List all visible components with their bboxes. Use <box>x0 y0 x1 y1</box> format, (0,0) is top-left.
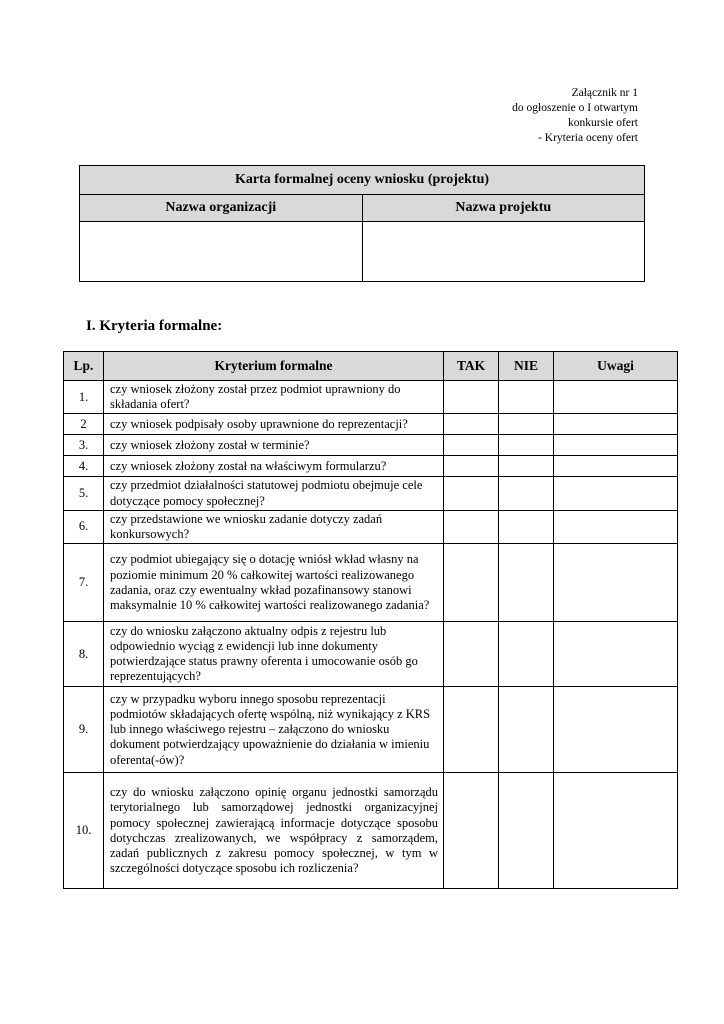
attachment-note <box>378 86 638 146</box>
evaluation-card-table <box>79 165 645 282</box>
nie-header: NIE <box>499 352 554 381</box>
tak-cell[interactable] <box>444 435 499 456</box>
table-row <box>64 544 678 622</box>
section-title: I. Kryteria formalne: <box>86 318 223 334</box>
criterion-text: czy wniosek złożony został przez podmiot uprawniony do składania ofert? <box>104 381 444 414</box>
criterion-text: czy do wniosku załączono opinię organu jednostki samorządu terytorialnego lub samorządowej jednostki organizacyjnej pomocy społecznej zawierającą informacje dotyczące sposobu dotychczas zrealizowanych, we współpracy z samorządem, zadań publicznych z zakresu pomocy społecznej, w tym w szczególności dotyczące sposobu ich rozliczenia? <box>104 773 444 889</box>
criterion-text: czy przedstawione we wniosku zadanie dotyczy zadań konkursowych? <box>104 510 444 543</box>
row-number: 2 <box>64 414 104 435</box>
uwagi-cell[interactable] <box>554 622 678 687</box>
tak-cell[interactable] <box>444 544 499 622</box>
uwagi-cell[interactable] <box>554 414 678 435</box>
uwagi-cell[interactable] <box>554 456 678 477</box>
criterion-text: czy wniosek złożony został na właściwym formularzu? <box>104 456 444 477</box>
tak-cell[interactable] <box>444 381 499 414</box>
uwagi-cell[interactable] <box>554 687 678 773</box>
project-name-cell[interactable] <box>362 222 645 282</box>
nie-cell[interactable] <box>499 544 554 622</box>
tak-header: TAK <box>444 352 499 381</box>
attachment-line-2: do ogłoszenie o I otwartym <box>512 102 638 114</box>
tak-cell[interactable] <box>444 477 499 510</box>
row-number: 10. <box>64 773 104 889</box>
uwagi-cell[interactable] <box>554 435 678 456</box>
table-row <box>64 687 678 773</box>
nie-cell[interactable] <box>499 381 554 414</box>
table-row <box>64 773 678 889</box>
table-row <box>64 435 678 456</box>
criterion-text: czy wniosek podpisały osoby uprawnione do reprezentacji? <box>104 414 444 435</box>
table-row <box>64 414 678 435</box>
organization-name-cell[interactable] <box>80 222 363 282</box>
row-number: 7. <box>64 544 104 622</box>
criterion-text: czy w przypadku wyboru innego sposobu reprezentacji podmiotów składających ofertę wspólną, niż wynikający z KRS lub innego właściwego rejestru – załączono do wniosku dokument potwierdzający upoważnienie do działania w imieniu oferenta(-ów)? <box>104 687 444 773</box>
uwagi-header: Uwagi <box>554 352 678 381</box>
organization-name-header: Nazwa organizacji <box>80 195 363 222</box>
nie-cell[interactable] <box>499 456 554 477</box>
criteria-table <box>63 351 678 889</box>
attachment-line-4: - Kryteria oceny ofert <box>538 132 638 144</box>
table-row <box>64 477 678 510</box>
criterion-header: Kryterium formalne <box>104 352 444 381</box>
card-title: Karta formalnej oceny wniosku (projektu) <box>80 166 645 195</box>
uwagi-cell[interactable] <box>554 477 678 510</box>
tak-cell[interactable] <box>444 510 499 543</box>
project-name-header: Nazwa projektu <box>362 195 645 222</box>
row-number: 4. <box>64 456 104 477</box>
criterion-text: czy do wniosku załączono aktualny odpis z rejestru lub odpowiednio wyciąg z ewidencji lub inne dokumenty potwierdzające status prawny oferenta i umocowanie osób go reprezentujących? <box>104 622 444 687</box>
nie-cell[interactable] <box>499 477 554 510</box>
tak-cell[interactable] <box>444 773 499 889</box>
uwagi-cell[interactable] <box>554 381 678 414</box>
uwagi-cell[interactable] <box>554 510 678 543</box>
criterion-text: czy wniosek złożony został w terminie? <box>104 435 444 456</box>
nie-cell[interactable] <box>499 435 554 456</box>
uwagi-cell[interactable] <box>554 544 678 622</box>
tak-cell[interactable] <box>444 622 499 687</box>
criterion-text: czy przedmiot działalności statutowej podmiotu obejmuje cele dotyczące pomocy społecznej? <box>104 477 444 510</box>
row-number: 3. <box>64 435 104 456</box>
nie-cell[interactable] <box>499 414 554 435</box>
tak-cell[interactable] <box>444 687 499 773</box>
row-number: 5. <box>64 477 104 510</box>
uwagi-cell[interactable] <box>554 773 678 889</box>
row-number: 1. <box>64 381 104 414</box>
row-number: 6. <box>64 510 104 543</box>
row-number: 9. <box>64 687 104 773</box>
nie-cell[interactable] <box>499 687 554 773</box>
row-number: 8. <box>64 622 104 687</box>
tak-cell[interactable] <box>444 456 499 477</box>
table-row <box>64 622 678 687</box>
table-row <box>64 510 678 543</box>
attachment-line-3: konkursie ofert <box>568 117 638 129</box>
nie-cell[interactable] <box>499 773 554 889</box>
lp-header: Lp. <box>64 352 104 381</box>
table-row <box>64 381 678 414</box>
criterion-text: czy podmiot ubiegający się o dotację wniósł wkład własny na poziomie minimum 20 % całkowitej wartości realizowanego zadania, oraz czy ewentualny wkład pozafinansowy stanowi maksymalnie 10 % całkowitej wartości realizowanego zadania? <box>104 544 444 622</box>
attachment-line-1: Załącznik nr 1 <box>571 87 638 99</box>
nie-cell[interactable] <box>499 510 554 543</box>
table-row <box>64 456 678 477</box>
tak-cell[interactable] <box>444 414 499 435</box>
criteria-header-row <box>64 352 678 381</box>
nie-cell[interactable] <box>499 622 554 687</box>
